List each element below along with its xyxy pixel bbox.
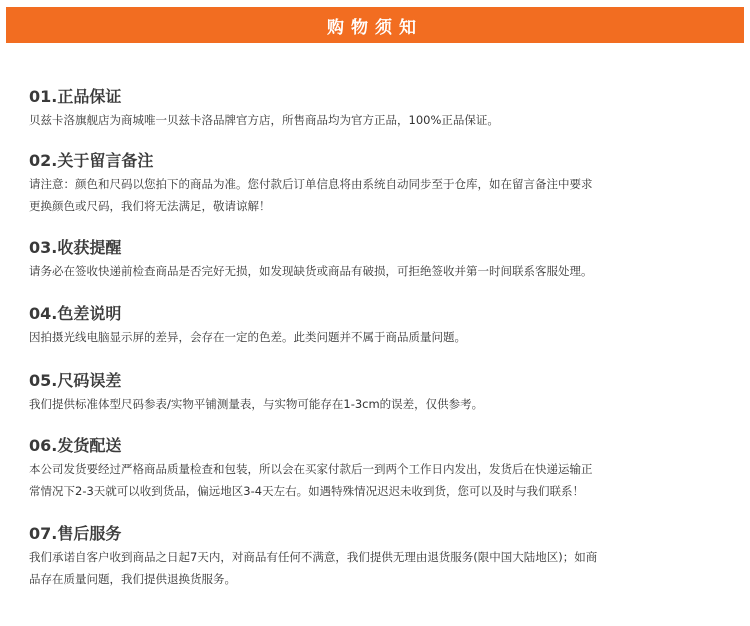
section-title: 07.售后服务 xyxy=(29,524,122,543)
section-title: 02.关于留言备注 xyxy=(29,151,154,170)
section-authentic-guarantee xyxy=(29,87,729,131)
section-after-sales xyxy=(29,524,729,590)
section-text-line: 更换颜色或尺码，我们将无法满足，敬请谅解！ xyxy=(29,199,271,213)
section-text-line: 因拍摄光线电脑显示屏的差异，会存在一定的色差。此类问题并不属于商品质量问题。 xyxy=(29,330,466,344)
section-body xyxy=(29,546,729,590)
section-body xyxy=(29,109,729,131)
section-body xyxy=(29,173,729,217)
section-body xyxy=(29,458,729,502)
section-body xyxy=(29,260,729,282)
section-title: 03.收获提醒 xyxy=(29,238,122,257)
section-title: 05.尺码误差 xyxy=(29,371,122,390)
section-text-line: 常情况下2-3天就可以收到货品，偏远地区3-4天左右。如遇特殊情况迟迟未收到货，您可以及时与我们联系！ xyxy=(29,484,585,498)
section-size-tolerance xyxy=(29,371,729,415)
section-receipt-reminder xyxy=(29,238,729,282)
section-body xyxy=(29,326,729,348)
section-title: 04.色差说明 xyxy=(29,304,122,323)
section-shipping xyxy=(29,436,729,502)
banner-title: 购物须知 xyxy=(327,17,423,38)
section-text-line: 品存在质量问题，我们提供退换货服务。 xyxy=(29,572,236,586)
section-text-line: 本公司发货要经过严格商品质量检查和包装，所以会在买家付款后一到两个工作日内发出，发货后在快递运输正 xyxy=(29,462,593,476)
section-title: 01.正品保证 xyxy=(29,87,122,106)
section-text-line: 我们承诺自客户收到商品之日起7天内，对商品有任何不满意，我们提供无理由退货服务(限中国大陆地区)；如商 xyxy=(29,550,598,564)
section-title: 06.发货配送 xyxy=(29,436,122,455)
section-color-difference xyxy=(29,304,729,348)
section-text-line: 我们提供标准体型尺码参表/实物平铺测量表，与实物可能存在1-3cm的误差，仅供参考。 xyxy=(29,397,484,411)
section-message-notes xyxy=(29,151,729,217)
header-banner xyxy=(6,7,744,43)
section-text-line: 请注意：颜色和尺码以您拍下的商品为准。您付款后订单信息将由系统自动同步至于仓库，如在留言备注中要求 xyxy=(29,177,593,191)
section-text-line: 贝兹卡洛旗舰店为商城唯一贝兹卡洛品牌官方店，所售商品均为官方正品，100%正品保证。 xyxy=(29,113,499,127)
section-body xyxy=(29,393,729,415)
section-text-line: 请务必在签收快递前检查商品是否完好无损，如发现缺货或商品有破损，可拒绝签收并第一时间联系客服处理。 xyxy=(29,264,593,278)
